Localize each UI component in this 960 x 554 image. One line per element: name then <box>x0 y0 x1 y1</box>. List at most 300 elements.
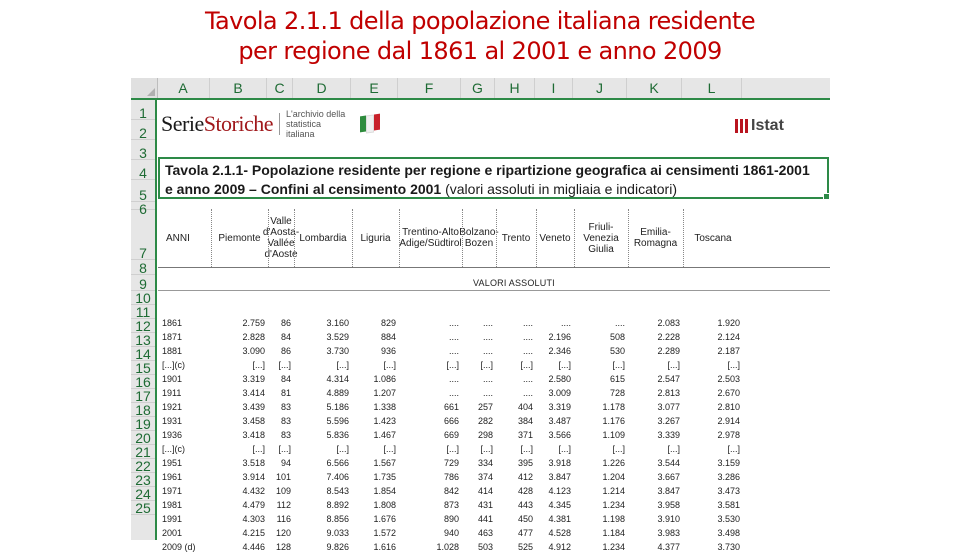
table-title-note: (valori assoluti in migliaia e indicatori) <box>441 181 677 197</box>
cell-emilia-romagna[interactable]: 2.228 <box>657 332 680 342</box>
cell-toscana[interactable]: 2.124 <box>717 332 740 342</box>
cell-anni[interactable]: 1961 <box>162 472 183 482</box>
cell-veneto[interactable]: [...] <box>558 360 571 370</box>
cell-trentino-alto-adige[interactable]: 786 <box>443 472 459 482</box>
cell-emilia-romagna[interactable]: [...] <box>667 444 680 454</box>
cell-trento[interactable]: 477 <box>517 528 533 538</box>
cell-trentino-alto-adige[interactable]: 873 <box>443 500 459 510</box>
row-header-16[interactable]: 16 <box>131 375 155 389</box>
cell-liguria[interactable]: 1.735 <box>373 472 396 482</box>
cell-lombardia[interactable]: [...] <box>336 444 349 454</box>
cell-trentino-alto-adige[interactable]: .... <box>448 332 459 342</box>
cell-bolzano-bozen[interactable]: 257 <box>477 402 493 412</box>
header-separator <box>496 209 497 267</box>
cell-piemonte[interactable]: 3.458 <box>242 416 265 426</box>
cell-trentino-alto-adige[interactable]: 842 <box>443 486 459 496</box>
cell-veneto[interactable]: 3.009 <box>548 388 571 398</box>
header-emilia-romagna: Emilia-Romagna <box>633 227 678 249</box>
cell-veneto[interactable]: [...] <box>558 444 571 454</box>
cell-bolzano-bozen[interactable]: 431 <box>477 500 493 510</box>
cell-veneto[interactable]: 2.196 <box>548 332 571 342</box>
cell-bolzano-bozen[interactable]: 441 <box>477 514 493 524</box>
column-header-i[interactable]: I <box>535 78 573 98</box>
table-row <box>158 330 830 344</box>
cell-liguria[interactable]: 1.616 <box>373 542 396 552</box>
cell-friuli-venezia-giulia[interactable]: 728 <box>609 388 625 398</box>
cell-lombardia[interactable]: 3.160 <box>326 318 349 328</box>
cell-toscana[interactable]: 2.187 <box>717 346 740 356</box>
cell-veneto[interactable]: 3.487 <box>548 416 571 426</box>
cell-anni[interactable]: 1881 <box>162 346 183 356</box>
header-separator <box>628 209 629 267</box>
cell-trentino-alto-adige[interactable]: 669 <box>443 430 459 440</box>
table-row <box>158 428 830 442</box>
row-header-18[interactable]: 18 <box>131 403 155 417</box>
cell-valle-daosta[interactable]: 86 <box>280 346 291 356</box>
column-header-e[interactable]: E <box>351 78 398 98</box>
cell-valle-daosta[interactable]: [...] <box>278 444 291 454</box>
cell-piemonte[interactable]: 4.215 <box>242 528 265 538</box>
cell-friuli-venezia-giulia[interactable]: .... <box>614 318 625 328</box>
cell-toscana[interactable]: [...] <box>727 444 740 454</box>
cell-piemonte[interactable]: 3.414 <box>242 388 265 398</box>
cell-piemonte[interactable]: 2.828 <box>242 332 265 342</box>
row-header-25[interactable]: 25 <box>131 501 155 515</box>
cell-veneto[interactable]: 4.345 <box>548 500 571 510</box>
cell-lombardia[interactable]: 8.856 <box>326 514 349 524</box>
cell-friuli-venezia-giulia[interactable]: 1.234 <box>602 542 625 552</box>
cell-lombardia[interactable]: 3.529 <box>326 332 349 342</box>
cell-trento[interactable]: 443 <box>517 500 533 510</box>
cell-toscana[interactable]: 1.920 <box>717 318 740 328</box>
table-row <box>158 414 830 428</box>
cell-valle-daosta[interactable]: 116 <box>276 514 291 524</box>
cell-valle-daosta[interactable]: 83 <box>280 430 291 440</box>
cell-liguria[interactable]: 1.207 <box>373 388 396 398</box>
slide-title-line-2: per regione dal 1861 al 2001 e anno 2009 <box>238 37 722 65</box>
cell-trento[interactable]: 412 <box>517 472 533 482</box>
cell-trentino-alto-adige[interactable]: 1.028 <box>436 542 459 552</box>
logo-serie: Serie <box>161 111 204 136</box>
cell-bolzano-bozen[interactable]: 463 <box>477 528 493 538</box>
cell-friuli-venezia-giulia[interactable]: 530 <box>609 346 625 356</box>
cell-anni[interactable]: 1911 <box>162 388 182 398</box>
cell-trentino-alto-adige[interactable]: 666 <box>443 416 459 426</box>
cell-veneto[interactable]: 2.346 <box>548 346 571 356</box>
cell-piemonte[interactable]: 3.319 <box>242 374 265 384</box>
cell-toscana[interactable]: [...] <box>727 360 740 370</box>
cell-anni[interactable]: 1921 <box>162 402 183 412</box>
cell-friuli-venezia-giulia[interactable]: 1.214 <box>602 486 625 496</box>
cell-trento[interactable]: .... <box>522 332 533 342</box>
header-separator <box>294 209 295 267</box>
cell-bolzano-bozen[interactable]: 503 <box>477 542 493 552</box>
cell-lombardia[interactable]: 4.889 <box>326 388 349 398</box>
column-header-bar <box>131 78 830 100</box>
cell-lombardia[interactable]: 3.730 <box>326 346 349 356</box>
cell-trento[interactable]: 450 <box>517 514 533 524</box>
cell-bolzano-bozen[interactable]: 298 <box>477 430 493 440</box>
cell-lombardia[interactable]: 8.892 <box>326 500 349 510</box>
cell-toscana[interactable]: 3.498 <box>717 528 740 538</box>
header-piemonte: Piemonte <box>218 232 261 244</box>
cell-anni[interactable]: 1931 <box>162 416 183 426</box>
header-anni: ANNI <box>166 232 190 244</box>
slide-title-line-1: Tavola 2.1.1 della popolazione italiana residente <box>204 7 756 35</box>
header-separator <box>462 209 463 267</box>
header-lombardia: Lombardia <box>299 232 347 244</box>
cell-veneto[interactable]: 3.847 <box>548 472 571 482</box>
cell-anni[interactable]: 1871 <box>162 332 183 342</box>
cell-valle-daosta[interactable]: 109 <box>275 486 291 496</box>
cell-anni[interactable]: 2009 (d) <box>162 542 196 552</box>
cell-trentino-alto-adige[interactable]: [...] <box>446 360 459 370</box>
cell-lombardia[interactable]: 5.186 <box>326 402 349 412</box>
cell-anni[interactable]: 1981 <box>162 500 183 510</box>
cell-bolzano-bozen[interactable]: .... <box>482 346 493 356</box>
cell-valle-daosta[interactable]: 84 <box>280 374 291 384</box>
cell-valle-daosta[interactable]: 83 <box>280 416 291 426</box>
cell-anni[interactable]: [...](c) <box>162 444 185 454</box>
cell-valle-daosta[interactable]: 112 <box>276 500 291 510</box>
header-separator <box>536 209 537 267</box>
cell-friuli-venezia-giulia[interactable]: 615 <box>609 374 625 384</box>
cell-liguria[interactable]: 1.567 <box>373 458 396 468</box>
cell-bolzano-bozen[interactable]: 414 <box>477 486 493 496</box>
cell-liguria[interactable]: 884 <box>380 332 396 342</box>
cell-trentino-alto-adige[interactable]: .... <box>448 318 459 328</box>
cell-veneto[interactable]: 4.123 <box>548 486 571 496</box>
cell-bolzano-bozen[interactable]: 334 <box>477 458 493 468</box>
cell-valle-daosta[interactable]: 120 <box>275 528 291 538</box>
row-header-6[interactable]: 6 <box>131 202 155 210</box>
cell-veneto[interactable]: 4.528 <box>548 528 571 538</box>
cell-liguria[interactable]: 1.572 <box>373 528 396 538</box>
row-header-2[interactable]: 2 <box>131 120 155 140</box>
cell-trento[interactable]: .... <box>522 318 533 328</box>
cell-trento[interactable]: 395 <box>517 458 533 468</box>
cell-trento[interactable]: 404 <box>517 402 533 412</box>
cell-veneto[interactable]: 3.319 <box>548 402 571 412</box>
cell-liguria[interactable]: 1.423 <box>373 416 396 426</box>
cell-toscana[interactable]: 2.978 <box>717 430 740 440</box>
cell-trentino-alto-adige[interactable]: 890 <box>443 514 459 524</box>
cell-bolzano-bozen[interactable]: [...] <box>480 444 493 454</box>
cell-liguria[interactable]: 1.467 <box>373 430 396 440</box>
cell-trento[interactable]: 525 <box>517 542 533 552</box>
header-valle-daosta: Valle d'Aosta-Vallée d'Aoste <box>262 216 300 260</box>
cell-bolzano-bozen[interactable]: .... <box>482 374 493 384</box>
cell-lombardia[interactable]: [...] <box>336 360 349 370</box>
cell-piemonte[interactable]: 4.479 <box>242 500 265 510</box>
table-row <box>158 456 830 470</box>
header-veneto: Veneto <box>539 232 571 244</box>
column-header-f[interactable]: F <box>398 78 461 98</box>
cell-emilia-romagna[interactable]: 3.339 <box>657 430 680 440</box>
cell-emilia-romagna[interactable]: 2.289 <box>657 346 680 356</box>
cell-trento[interactable]: [...] <box>520 360 533 370</box>
table-title-line-1: Tavola 2.1.1- Popolazione residente per regione e ripartizione geografica ai censimenti 1861-2001 <box>165 162 810 178</box>
cell-trentino-alto-adige[interactable]: 940 <box>443 528 459 538</box>
cell-trentino-alto-adige[interactable]: 661 <box>443 402 459 412</box>
row-header-3[interactable]: 3 <box>131 140 155 160</box>
cell-veneto[interactable]: 2.580 <box>548 374 571 384</box>
logo-separator <box>279 113 280 135</box>
cell-liguria[interactable]: 829 <box>380 318 396 328</box>
header-separator <box>268 209 269 267</box>
cell-emilia-romagna[interactable]: 2.813 <box>657 388 680 398</box>
cell-valle-daosta[interactable]: 101 <box>275 472 291 482</box>
cell-friuli-venezia-giulia[interactable]: 1.198 <box>602 514 625 524</box>
cell-emilia-romagna[interactable]: 3.983 <box>657 528 680 538</box>
cell-veneto[interactable]: 4.912 <box>548 542 571 552</box>
header-separator <box>399 209 400 267</box>
cell-anni[interactable]: 1936 <box>162 430 183 440</box>
table-row <box>158 526 830 540</box>
cell-veneto[interactable]: .... <box>560 318 571 328</box>
section-label: VALORI ASSOLUTI <box>473 278 555 288</box>
cell-liguria[interactable]: [...] <box>383 360 396 370</box>
row-header-4[interactable]: 4 <box>131 160 155 180</box>
cell-toscana[interactable]: 3.581 <box>717 500 740 510</box>
cell-friuli-venezia-giulia[interactable]: [...] <box>612 360 625 370</box>
cell-toscana[interactable]: 2.503 <box>717 374 740 384</box>
cell-liguria[interactable]: [...] <box>383 444 396 454</box>
cell-piemonte[interactable]: 3.090 <box>242 346 265 356</box>
row-header-20[interactable]: 20 <box>131 431 155 445</box>
cell-friuli-venezia-giulia[interactable]: 1.178 <box>602 402 625 412</box>
cell-trentino-alto-adige[interactable]: .... <box>448 346 459 356</box>
cell-trentino-alto-adige[interactable]: 729 <box>443 458 459 468</box>
cell-emilia-romagna[interactable]: [...] <box>667 360 680 370</box>
cell-valle-daosta[interactable]: 81 <box>280 388 291 398</box>
cell-lombardia[interactable]: 9.826 <box>326 542 349 552</box>
fill-handle[interactable] <box>823 193 830 200</box>
column-header-l[interactable]: L <box>682 78 742 98</box>
row-header-24[interactable]: 24 <box>131 487 155 501</box>
row-header-23[interactable]: 23 <box>131 473 155 487</box>
header-separator <box>574 209 575 267</box>
table-row <box>158 498 830 512</box>
cell-toscana[interactable]: 2.670 <box>717 388 740 398</box>
cell-lombardia[interactable]: 8.543 <box>326 486 349 496</box>
cell-bolzano-bozen[interactable]: 282 <box>477 416 493 426</box>
column-header-b[interactable]: B <box>210 78 267 98</box>
cell-liguria[interactable]: 1.854 <box>373 486 396 496</box>
row-header-10[interactable]: 10 <box>131 291 155 305</box>
cell-lombardia[interactable]: 9.033 <box>326 528 349 538</box>
cell-emilia-romagna[interactable]: 3.847 <box>657 486 680 496</box>
cell-anni[interactable]: 1991 <box>162 514 183 524</box>
cell-friuli-venezia-giulia[interactable]: 1.109 <box>602 430 625 440</box>
table-row <box>158 386 830 400</box>
cell-friuli-venezia-giulia[interactable]: 1.226 <box>602 458 625 468</box>
row-header-8[interactable]: 8 <box>131 260 155 275</box>
row-header-12[interactable]: 12 <box>131 319 155 333</box>
cell-trento[interactable]: .... <box>522 374 533 384</box>
cell-lombardia[interactable]: 4.314 <box>326 374 349 384</box>
cell-anni[interactable]: 1901 <box>162 374 183 384</box>
column-header-k[interactable]: K <box>627 78 682 98</box>
table-row <box>158 372 830 386</box>
cell-trento[interactable]: 371 <box>517 430 533 440</box>
header-friuli-venezia-giulia: Friuli-Venezia Giulia <box>583 221 619 255</box>
cell-emilia-romagna[interactable]: 3.077 <box>657 402 680 412</box>
cell-liguria[interactable]: 1.676 <box>373 514 396 524</box>
cell-trento[interactable]: .... <box>522 388 533 398</box>
table-row <box>158 400 830 414</box>
header-separator <box>352 209 353 267</box>
header-separator <box>683 209 684 267</box>
cell-anni[interactable]: 1951 <box>162 458 183 468</box>
cell-toscana[interactable]: 3.730 <box>717 542 740 552</box>
cell-trento[interactable]: 428 <box>517 486 533 496</box>
row-header-21[interactable]: 21 <box>131 445 155 459</box>
column-header-g[interactable]: G <box>461 78 495 98</box>
cell-bolzano-bozen[interactable]: .... <box>482 318 493 328</box>
table-title-line-2: e anno 2009 – Confini al censimento 2001 <box>165 181 442 197</box>
cell-trentino-alto-adige[interactable]: .... <box>448 374 459 384</box>
serie-storiche-logo <box>161 111 380 137</box>
cell-valle-daosta[interactable]: 94 <box>280 458 291 468</box>
cell-lombardia[interactable]: 6.566 <box>326 458 349 468</box>
cell-friuli-venezia-giulia[interactable]: 1.204 <box>602 472 625 482</box>
cell-emilia-romagna[interactable]: 3.667 <box>657 472 680 482</box>
cell-veneto[interactable]: 4.381 <box>548 514 571 524</box>
cell-emilia-romagna[interactable]: 3.267 <box>657 416 680 426</box>
table-row <box>158 442 830 456</box>
logo-subtitle: L'archivio della statistica italiana <box>286 109 346 139</box>
column-header-c[interactable]: C <box>267 78 293 98</box>
cell-trentino-alto-adige[interactable]: .... <box>448 388 459 398</box>
cell-piemonte[interactable]: 3.418 <box>242 430 265 440</box>
cell-lombardia[interactable]: 7.406 <box>326 472 349 482</box>
cell-emilia-romagna[interactable]: 3.544 <box>657 458 680 468</box>
cell-trento[interactable]: .... <box>522 346 533 356</box>
table-row <box>158 316 830 330</box>
istat-logo <box>735 117 784 135</box>
column-header-d[interactable]: D <box>293 78 351 98</box>
header-liguria: Liguria <box>360 232 391 244</box>
column-header-h[interactable]: H <box>495 78 535 98</box>
row-header-13[interactable]: 13 <box>131 333 155 347</box>
cell-liguria[interactable]: 1.808 <box>373 500 396 510</box>
cell-emilia-romagna[interactable]: 3.958 <box>657 500 680 510</box>
cell-toscana[interactable]: 3.530 <box>717 514 740 524</box>
cell-bolzano-bozen[interactable]: .... <box>482 388 493 398</box>
table-row <box>158 512 830 526</box>
row-header-22[interactable]: 22 <box>131 459 155 473</box>
cell-toscana[interactable]: 2.810 <box>717 402 740 412</box>
cell-lombardia[interactable]: 5.836 <box>326 430 349 440</box>
cell-piemonte[interactable]: 4.432 <box>242 486 265 496</box>
cell-valle-daosta[interactable]: 128 <box>275 542 291 552</box>
row-header-1[interactable]: 1 <box>131 100 155 120</box>
cell-trento[interactable]: 384 <box>517 416 533 426</box>
cell-emilia-romagna[interactable]: 3.910 <box>657 514 680 524</box>
cell-toscana[interactable]: 2.914 <box>717 416 740 426</box>
istat-label: Istat <box>751 117 784 134</box>
column-header-a[interactable]: A <box>157 78 210 98</box>
cell-emilia-romagna[interactable]: 4.377 <box>657 542 680 552</box>
cell-valle-daosta[interactable]: 84 <box>280 332 291 342</box>
cell-friuli-venezia-giulia[interactable]: 1.234 <box>602 500 625 510</box>
cell-liguria[interactable]: 1.338 <box>373 402 396 412</box>
cell-trentino-alto-adige[interactable]: [...] <box>446 444 459 454</box>
cell-piemonte[interactable]: 3.518 <box>242 458 265 468</box>
column-header-j[interactable]: J <box>573 78 627 98</box>
cell-veneto[interactable]: 3.918 <box>548 458 571 468</box>
cell-trento[interactable]: [...] <box>520 444 533 454</box>
table-row <box>158 344 830 358</box>
table-row <box>158 470 830 484</box>
cell-friuli-venezia-giulia[interactable]: 508 <box>609 332 625 342</box>
header-trento: Trento <box>501 232 531 244</box>
cell-emilia-romagna[interactable]: 2.547 <box>657 374 680 384</box>
spreadsheet <box>131 78 830 552</box>
cell-piemonte[interactable]: 2.759 <box>242 318 265 328</box>
row-header-14[interactable]: 14 <box>131 347 155 361</box>
cell-piemonte[interactable]: [...] <box>252 444 265 454</box>
cell-toscana[interactable]: 3.159 <box>717 458 740 468</box>
row-header-7[interactable]: 7 <box>131 210 155 260</box>
table-row <box>158 358 830 372</box>
logo-storiche: Storiche <box>203 111 274 136</box>
row-header-17[interactable]: 17 <box>131 389 155 403</box>
cell-veneto[interactable]: 3.566 <box>548 430 571 440</box>
cell-bolzano-bozen[interactable]: .... <box>482 332 493 342</box>
cell-liguria[interactable]: 936 <box>380 346 396 356</box>
header-divider <box>158 267 830 268</box>
cell-friuli-venezia-giulia[interactable]: 1.184 <box>602 528 625 538</box>
cell-bolzano-bozen[interactable]: 374 <box>477 472 493 482</box>
selected-title-cell[interactable] <box>158 157 829 199</box>
row-header-5[interactable]: 5 <box>131 180 155 202</box>
cell-toscana[interactable]: 3.473 <box>717 486 740 496</box>
cell-piemonte[interactable]: [...] <box>252 360 265 370</box>
row-header-19[interactable]: 19 <box>131 417 155 431</box>
cell-piemonte[interactable]: 4.303 <box>242 514 265 524</box>
row-header-15[interactable]: 15 <box>131 361 155 375</box>
cell-liguria[interactable]: 1.086 <box>373 374 396 384</box>
cell-piemonte[interactable]: 3.914 <box>242 472 265 482</box>
cell-valle-daosta[interactable]: [...] <box>278 360 291 370</box>
header-toscana: Toscana <box>694 232 732 244</box>
cell-lombardia[interactable]: 5.596 <box>326 416 349 426</box>
cell-anni[interactable]: 2001 <box>162 528 183 538</box>
cell-friuli-venezia-giulia[interactable]: [...] <box>612 444 625 454</box>
header-trentino-alto-adige: Trentino-Alto Adige/Südtirol <box>399 227 462 249</box>
table-row <box>158 540 830 554</box>
cell-piemonte[interactable]: 3.439 <box>242 402 265 412</box>
cell-bolzano-bozen[interactable]: [...] <box>480 360 493 370</box>
row-header-11[interactable]: 11 <box>131 305 155 319</box>
cell-valle-daosta[interactable]: 86 <box>280 318 291 328</box>
istat-bars-icon <box>735 119 748 133</box>
cell-valle-daosta[interactable]: 83 <box>280 402 291 412</box>
cell-emilia-romagna[interactable]: 2.083 <box>657 318 680 328</box>
cell-piemonte[interactable]: 4.446 <box>242 542 265 552</box>
cell-friuli-venezia-giulia[interactable]: 1.176 <box>602 416 625 426</box>
cell-toscana[interactable]: 3.286 <box>717 472 740 482</box>
cell-anni[interactable]: [...](c) <box>162 360 185 370</box>
cell-anni[interactable]: 1861 <box>162 318 183 328</box>
row-header-9[interactable]: 9 <box>131 275 155 291</box>
table-row <box>158 484 830 498</box>
section-divider <box>158 290 830 291</box>
cell-anni[interactable]: 1971 <box>162 486 183 496</box>
select-all-corner[interactable] <box>131 78 158 98</box>
